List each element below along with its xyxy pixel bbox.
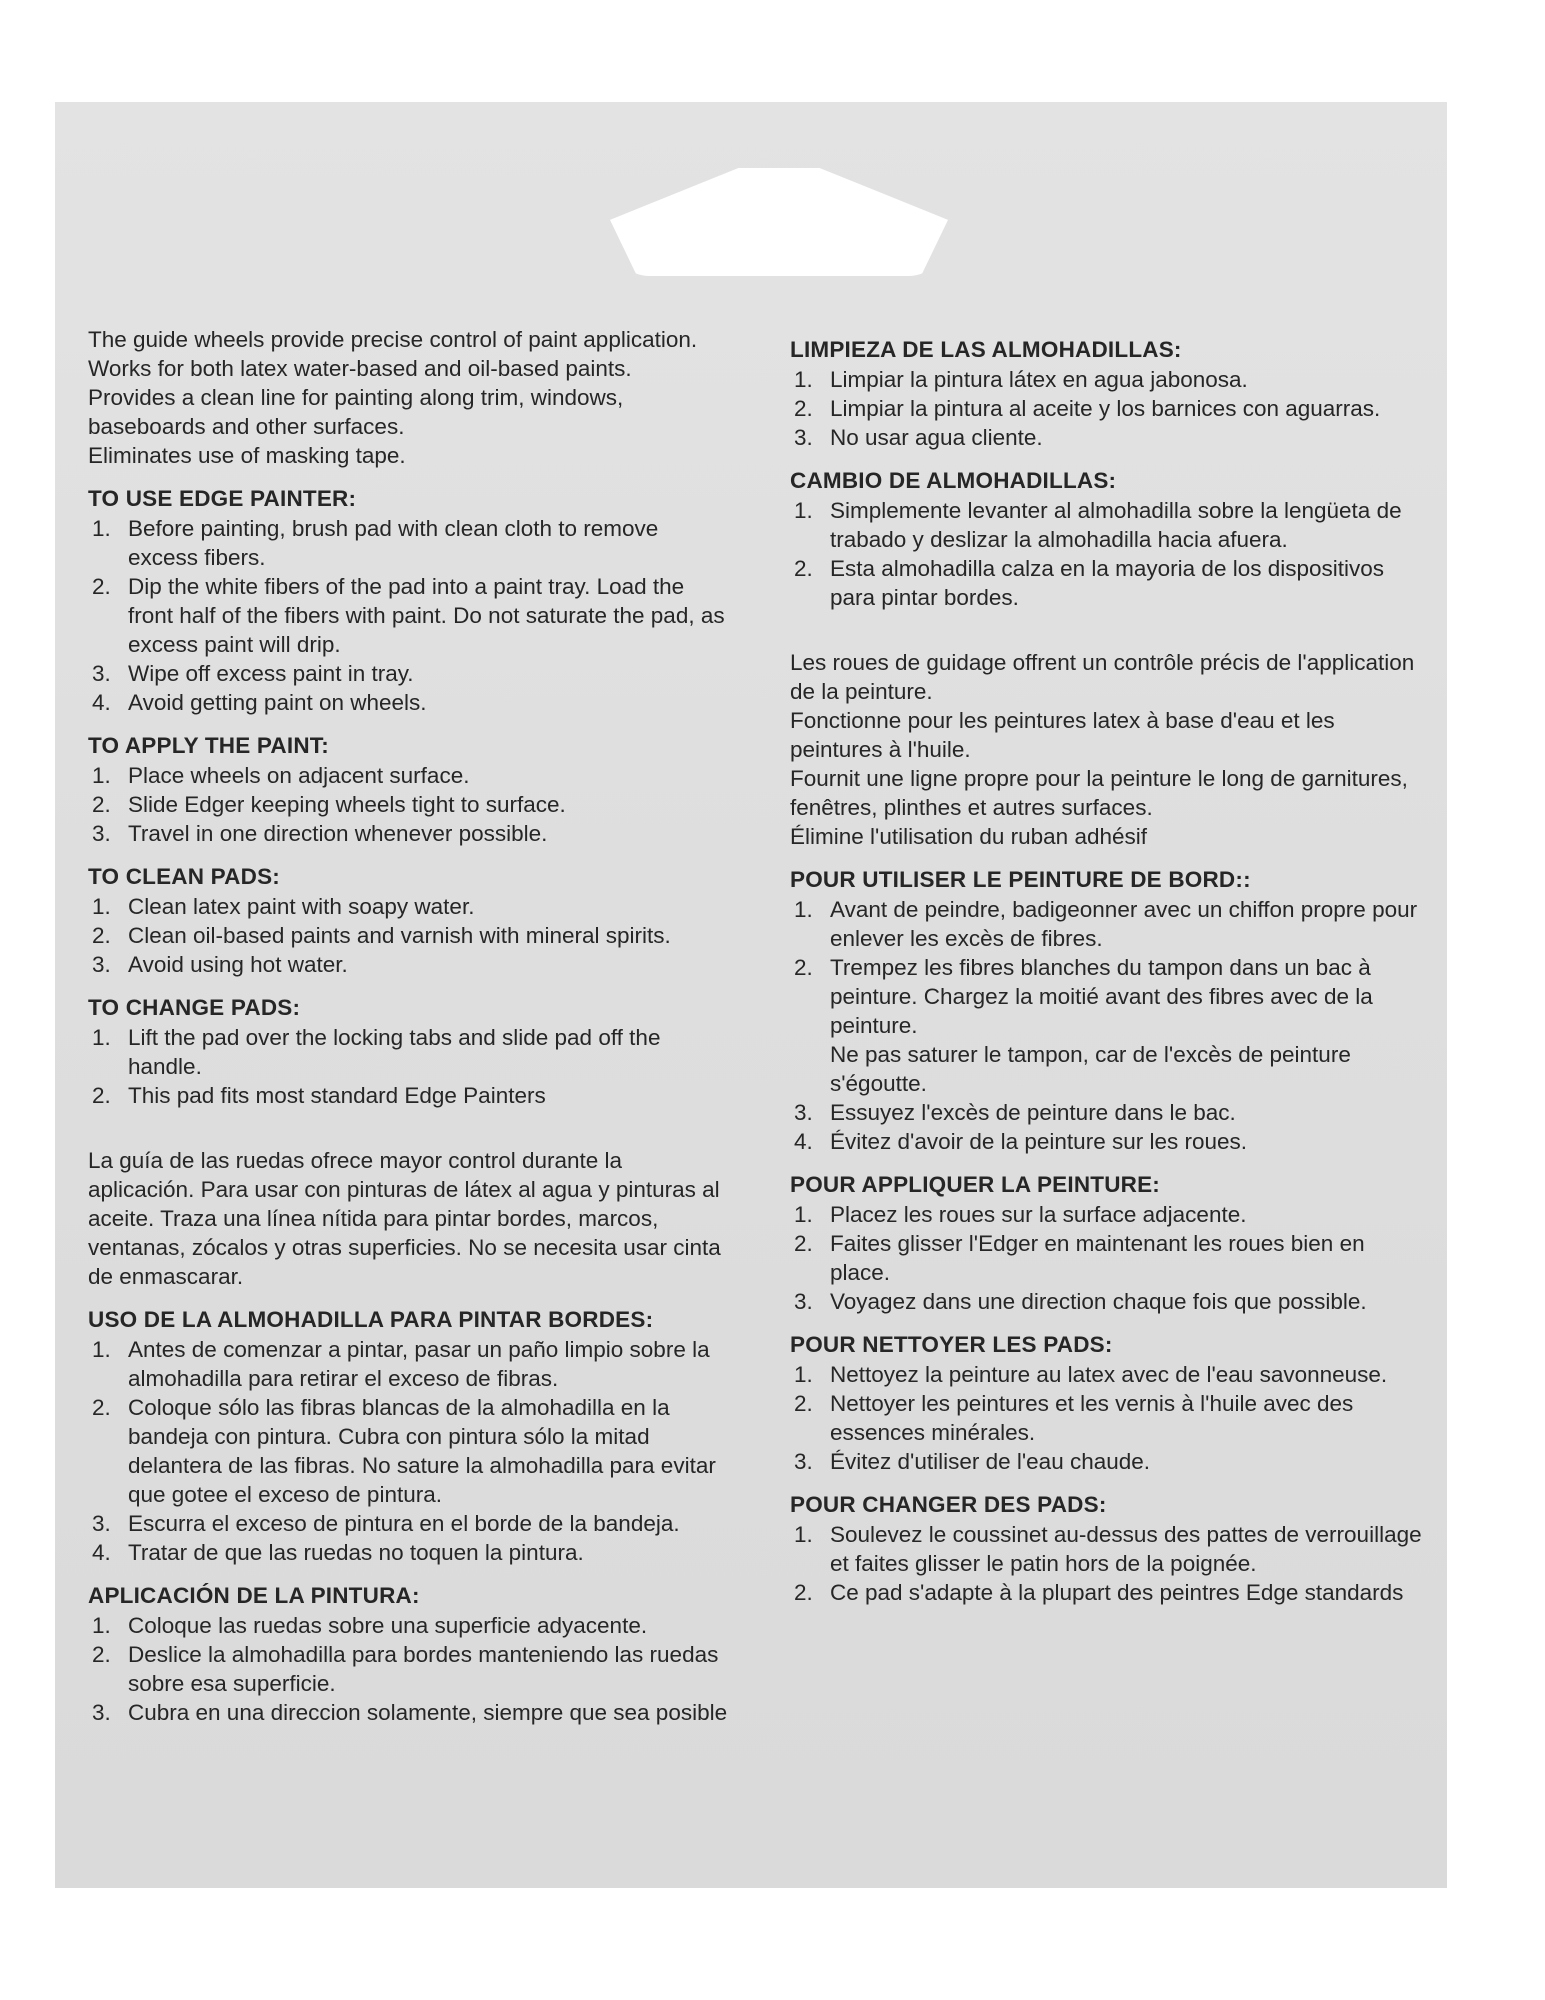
list-item: 1. Place wheels on adjacent surface. [92,763,470,788]
list-item: 2. Deslice la almohadilla para bordes manteniendo las ruedas sobre esa superficie. [92,1642,719,1696]
item-number: 3. [92,1700,111,1725]
section-heading: POUR UTILISER LE PEINTURE DE BORD:: [790,867,1251,892]
item-number: 3. [794,1449,813,1474]
section-heading: POUR CHANGER DES PADS: [790,1492,1107,1517]
left-column [88,325,728,1741]
item-number: 2. [92,1395,111,1420]
item-number: 2. [92,792,111,817]
list-item: 1. Avant de peindre, badigeonner avec un chiffon propre pour enlever les excès de fibres. [794,897,1418,951]
item-number: 2. [92,1083,111,1108]
item-number: 1. [92,516,111,541]
item-number: 2. [794,1391,813,1416]
english-clean-section [88,862,728,979]
item-number: 3. [92,952,111,977]
intro-line: Provides a clean line for painting along trim, windows, baseboards and other surfaces. [88,385,624,439]
spanish-change-section [790,466,1430,612]
french-use-section [790,865,1430,1156]
list-item: 2. Nettoyer les peintures et les vernis à l'huile avec des essences minérales. [794,1391,1354,1445]
item-number: 1. [794,897,813,922]
list-item: 2. Slide Edger keeping wheels tight to surface. [92,792,566,817]
spanish-apply-section [88,1581,728,1727]
list-item: 1. Clean latex paint with soapy water. [92,894,475,919]
section-heading: TO APPLY THE PAINT: [88,733,329,758]
intro-line: Élimine l'utilisation du ruban adhésif [790,824,1148,849]
item-number: 1. [92,894,111,919]
list-item: 2. Limpiar la pintura al aceite y los barnices con aguarras. [794,396,1381,421]
list-item: 1. Placez les roues sur la surface adjacente. [794,1202,1247,1227]
list-item: 2. Dip the white fibers of the pad into a paint tray. Load the front half of the fibers with paint. Do not saturate the pad, as excess paint will drip. [92,574,725,657]
english-use-section [88,484,728,717]
list-item: 3. Cubra en una direccion solamente, siempre que sea posible [92,1700,728,1725]
spanish-clean-section [790,335,1430,452]
list-item: 4. Avoid getting paint on wheels. [92,690,427,715]
list-item: 3. Travel in one direction whenever possible. [92,821,548,846]
list-item: 1. Soulevez le coussinet au-dessus des pattes de verrouillage et faites glisser le patin hors de la poignée. [794,1522,1422,1576]
list-item: 2. Trempez les fibres blanches du tampon dans un bac à peinture. Chargez la moitié avant des fibres avec de la peinture. Ne pas saturer le tampon, car de l'excès de peinture s'égoutte. [794,955,1373,1096]
list-item: 2. Ce pad s'adapte à la plupart des peintres Edge standards [794,1580,1404,1605]
list-item: 2. Esta almohadilla calza en la mayoria de los dispositivos para pintar bordes. [794,556,1385,610]
list-item: 1. Limpiar la pintura látex en agua jabonosa. [794,367,1248,392]
intro-line: Eliminates use of masking tape. [88,443,406,468]
french-clean-section [790,1330,1430,1476]
french-change-section [790,1490,1430,1607]
item-number: 1. [92,763,111,788]
list-item: 2. Faites glisser l'Edger en maintenant les roues bien en place. [794,1231,1365,1285]
section-heading: LIMPIEZA DE LAS ALMOHADILLAS: [790,337,1182,362]
item-number: 1. [92,1613,111,1638]
intro-line: Fonctionne pour les peintures latex à base d'eau et les peintures à l'huile. [790,708,1335,762]
item-number: 1. [794,367,813,392]
right-column [790,335,1430,1621]
item-number: 2. [794,396,813,421]
list-item: 1. Coloque las ruedas sobre una superficie adyacente. [92,1613,648,1638]
item-number: 3. [794,1100,813,1125]
item-number: 2. [92,923,111,948]
item-number: 2. [794,1580,813,1605]
item-number: 1. [794,1362,813,1387]
item-number: 1. [92,1025,111,1050]
item-number: 1. [794,498,813,523]
spanish-use-section [88,1305,728,1567]
section-heading: POUR NETTOYER LES PADS: [790,1332,1113,1357]
list-item: 4. Évitez d'avoir de la peinture sur les roues. [794,1129,1248,1154]
list-item: 3. Voyagez dans une direction chaque fois que possible. [794,1289,1367,1314]
list-item: 3. Essuyez l'excès de peinture dans le bac. [794,1100,1236,1125]
list-item: 4. Tratar de que las ruedas no toquen la pintura. [92,1540,584,1565]
list-item: 1. Nettoyez la peinture au latex avec de l'eau savonneuse. [794,1362,1388,1387]
list-item: 3. Avoid using hot water. [92,952,348,977]
item-number: 3. [794,1289,813,1314]
item-number: 2. [794,556,813,581]
item-number: 2. [794,955,813,980]
list-item: 3. Évitez d'utiliser de l'eau chaude. [794,1449,1151,1474]
english-apply-section [88,731,728,848]
english-change-section [88,993,728,1110]
item-number: 2. [92,574,111,599]
english-intro [88,325,728,470]
section-heading: TO USE EDGE PAINTER: [88,486,357,511]
french-apply-section [790,1170,1430,1316]
list-item: 1. Before painting, brush pad with clean cloth to remove excess fibers. [92,516,659,570]
item-number: 2. [92,1642,111,1667]
item-number: 3. [92,661,111,686]
intro-line: Works for both latex water-based and oil-based paints. [88,356,632,381]
list-item: 2. Coloque sólo las fibras blancas de la almohadilla en la bandeja con pintura. Cubra con pintura sólo la mitad delantera de las fibras. No sature la almohadilla para evitar que gotee el exceso de pintura. [92,1395,716,1507]
intro-line: Les roues de guidage offrent un contrôle précis de l'application de la peinture. [790,650,1415,704]
intro-line: The guide wheels provide precise control of paint application. [88,327,698,352]
section-heading: POUR APPLIQUER LA PEINTURE: [790,1172,1161,1197]
section-heading: USO DE LA ALMOHADILLA PARA PINTAR BORDES: [88,1307,654,1332]
item-number: 4. [794,1129,813,1154]
list-item: 3. Escurra el exceso de pintura en el borde de la bandeja. [92,1511,680,1536]
section-heading: CAMBIO DE ALMOHADILLAS: [790,468,1117,493]
list-item: 3. No usar agua cliente. [794,425,1043,450]
spanish-intro [88,1146,728,1291]
item-number: 2. [794,1231,813,1256]
list-item: 2. Clean oil-based paints and varnish with mineral spirits. [92,923,671,948]
item-number: 3. [794,425,813,450]
item-number: 1. [794,1202,813,1227]
item-number: 1. [794,1522,813,1547]
item-number: 3. [92,821,111,846]
item-number: 4. [92,1540,111,1565]
french-intro [790,648,1430,851]
intro-line: Fournit une ligne propre pour la peinture le long de garnitures, fenêtres, plinthes et autres surfaces. [790,766,1408,820]
section-heading: TO CLEAN PADS: [88,864,280,889]
section-heading: APLICACIÓN DE LA PINTURA: [88,1583,420,1608]
list-item: 2. This pad fits most standard Edge Painters [92,1083,546,1108]
list-item: 1. Lift the pad over the locking tabs and slide pad off the handle. [92,1025,661,1079]
item-number: 4. [92,690,111,715]
list-item: 3. Wipe off excess paint in tray. [92,661,414,686]
list-item: 1. Antes de comenzar a pintar, pasar un paño limpio sobre la almohadilla para retirar el exceso de fibras. [92,1337,710,1391]
section-heading: TO CHANGE PADS: [88,995,301,1020]
intro-paragraph: La guía de las ruedas ofrece mayor control durante la aplicación. Para usar con pinturas de látex al agua y pinturas al aceite. Traza una línea nítida para pintar bordes, marcos, ventanas, zócalos y otras superficies. No se necesita usar cinta de enmascarar. [88,1148,721,1289]
list-item: 1. Simplemente levanter al almohadilla sobre la lengüeta de trabado y deslizar la almohadilla hacia afuera. [794,498,1402,552]
item-number: 3. [92,1511,111,1536]
item-number: 1. [92,1337,111,1362]
